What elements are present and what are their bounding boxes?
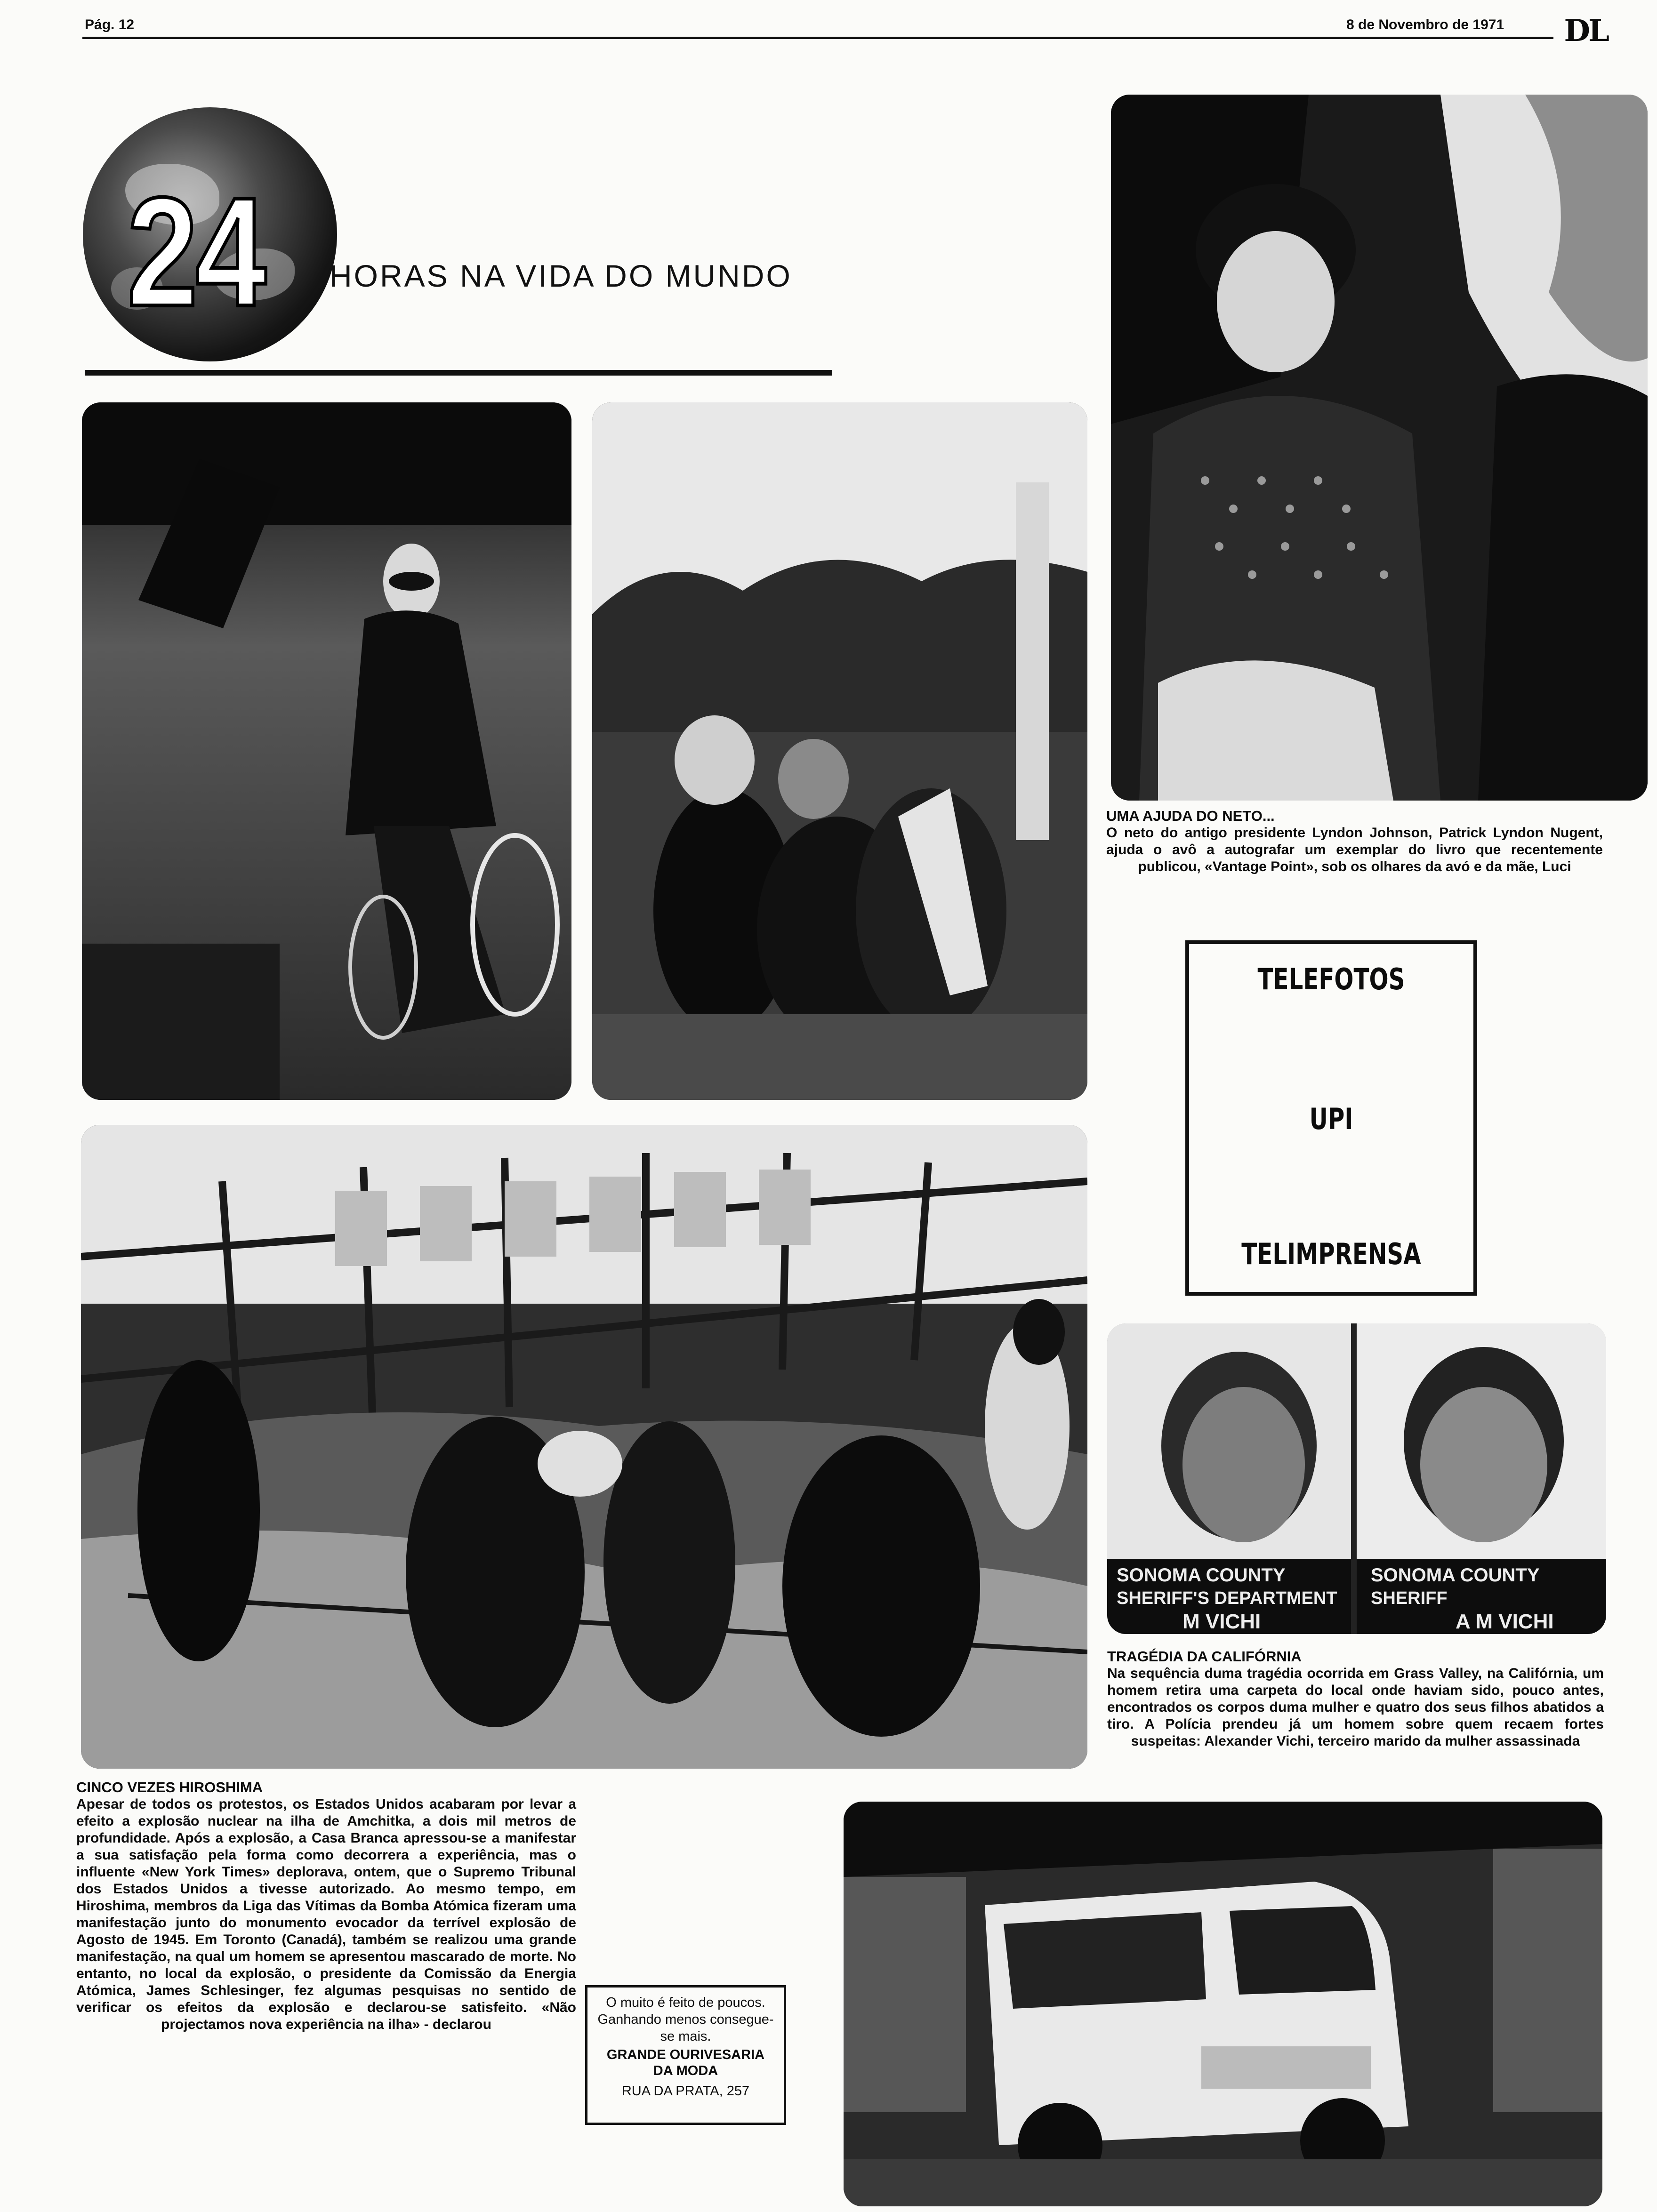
sit-in-photo (592, 402, 1087, 1100)
hiroshima-caption-body: Apesar de todos os protestos, os Estados Unidos acabaram por levar a efeito a explosão nuclear na ilha de Amchitka, a dois mil metros de profundidade. Após a explosão, a Casa Branca apressou-se a manifestar a sua satisfação pela forma como decorrera a experiência, mas o influente «New York Times» deplorava, ontem, que o Supremo Tribunal dos Estados Unidos a tivesse autorizado. Ao mesmo tempo, em Hiroshima, membros da Liga das Vítimas da Bomba Atómica fizeram uma manifestação junto do monumento evocador da terrível explosão de Agosto de 1945. Em Toronto (Canadá), também se realizou uma grande manifestação, na qual um homem se apresentou mascarado de morte. No entanto, no local da explosão, o presidente da Comissão da Energia Atómica, James Schlesinger, fez algumas pesquisas no sentido de verificar os efeitos da explosão e declarou-se satisfeito. «Não projectamos nova experiência na ilha» - declarou (76, 1796, 576, 2032)
issue-date: 8 de Novembro de 1971 (1346, 17, 1504, 32)
mugshot-right-line2: SHERIFF (1371, 1588, 1448, 1608)
johnson-caption-title: UMA AJUDA DO NETO... (1106, 808, 1275, 824)
mugshot-left-line3: M VICHI (1182, 1610, 1261, 1633)
california-caption-title: TRAGÉDIA DA CALIFÓRNIA (1107, 1648, 1302, 1665)
credit-telimpresa: TELIMPRENSA (1241, 1237, 1421, 1271)
mugshot-left-line2: SHERIFF'S DEPARTMENT (1117, 1588, 1337, 1608)
header-rule (82, 37, 1553, 39)
section-rule (85, 370, 832, 376)
van-photo (844, 1802, 1602, 2206)
jeweller-ad (585, 1985, 786, 2125)
section-title: HORAS NA VIDA DO MUNDO (330, 258, 792, 293)
mugshot-right-line3: A M VICHI (1456, 1610, 1554, 1633)
johnson-family-photo (1111, 95, 1648, 801)
johnson-caption-body: O neto do antigo presidente Lyndon Johnson, Patrick Lyndon Nugent, ajuda o avô a autografar um exemplar do livro que recentemente publicou, «Vantage Point», sob os olhares da avó e da mãe, Luci (1106, 825, 1603, 874)
ad-store-name: GRANDE OURIVESARIA DA MODA (606, 2047, 765, 2078)
photo-credits-box (1185, 940, 1477, 1296)
ad-address: RUA DA PRATA, 257 (621, 2084, 750, 2099)
section-number: 24 (127, 165, 265, 338)
credit-upi: UPI (1309, 1102, 1353, 1136)
mugshot-photo (1107, 1323, 1606, 1634)
mugshot-left-line1: SONOMA COUNTY (1117, 1565, 1286, 1586)
newspaper-logo: DL (1564, 13, 1608, 48)
ad-slogan: O muito é feito de poucos. Ganhando menos consegue-se mais. (597, 1995, 774, 2044)
hiroshima-protest-photo (81, 1125, 1087, 1769)
credit-telefotos: TELEFOTOS (1257, 962, 1405, 996)
hiroshima-caption-title: CINCO VEZES HIROSHIMA (76, 1779, 263, 1795)
page-number: Pág. 12 (85, 17, 135, 32)
cyclist-photo (82, 402, 571, 1100)
california-caption-body: Na sequência duma tragédia ocorrida em Grass Valley, na Califórnia, um homem retira uma carpeta do local onde haviam sido, pouco antes, encontrados os corpos duma mulher e quatro dos seus filhos abatidos a tiro. A Polícia prendeu já um homem sobre quem recaem fortes suspeitas: Alexander Vichi, terceiro marido da mulher assassinada (1107, 1666, 1604, 1749)
mugshot-right-line1: SONOMA COUNTY (1371, 1565, 1540, 1586)
